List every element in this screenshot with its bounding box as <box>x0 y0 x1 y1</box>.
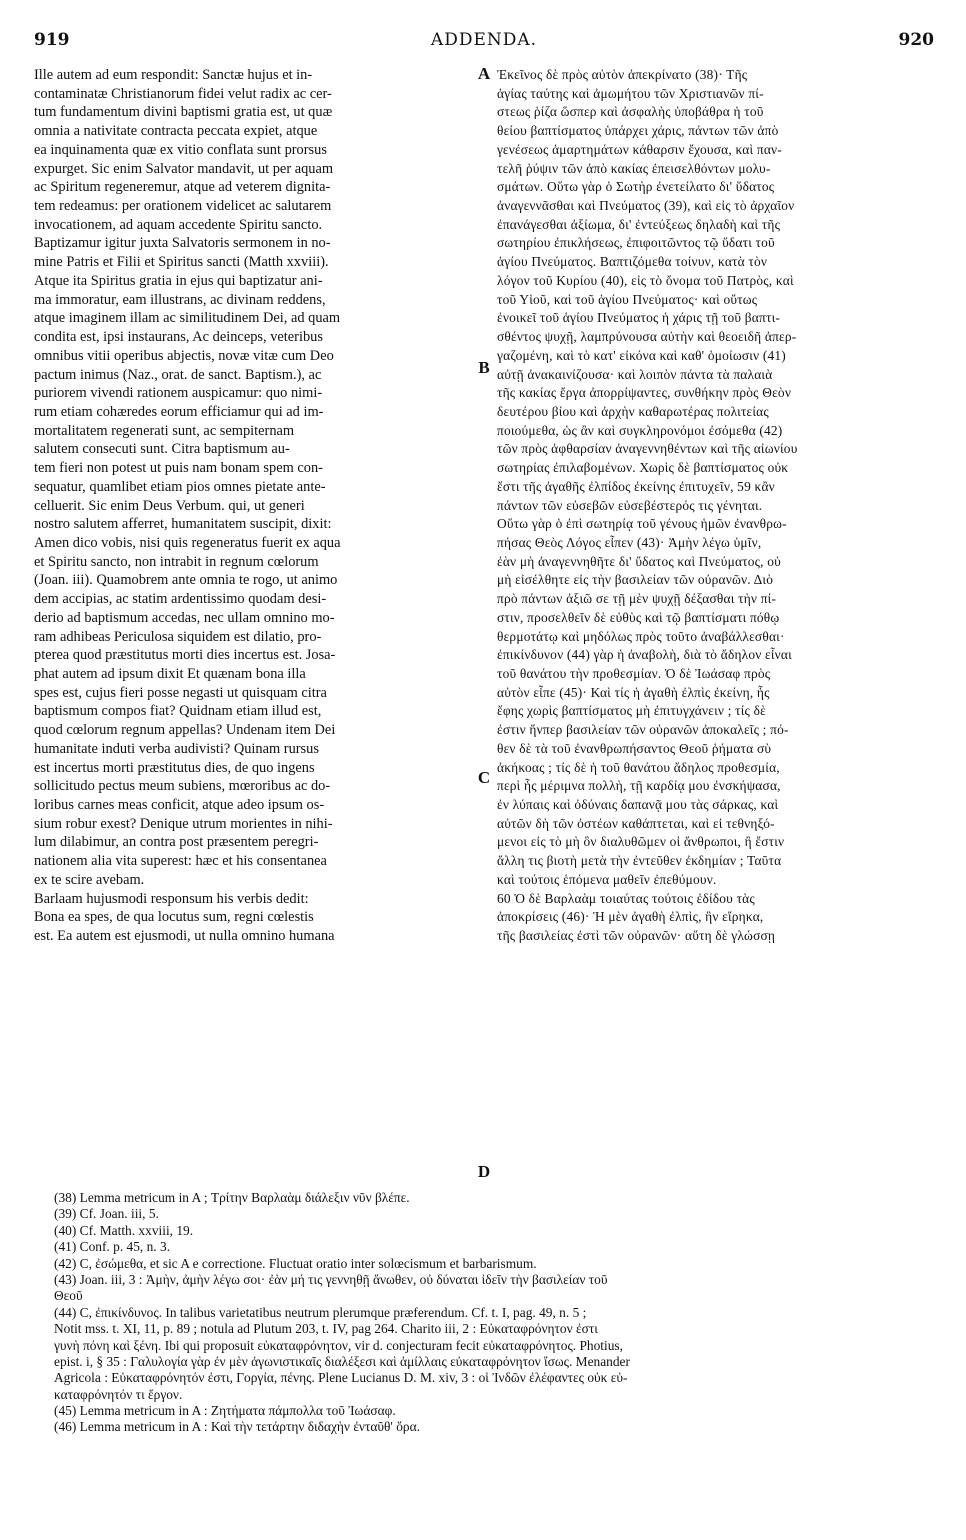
latin-text-line: (Joan. iii). Quamobrem ante omnia te rogo, ut animo <box>34 572 338 589</box>
greek-column <box>497 66 933 1190</box>
greek-text-line: Ἐκεῖνος δὲ πρὸς αὐτὸν ἀπεκρίνατο (38)· Τῆς <box>497 67 748 82</box>
greek-text-line: ἔστι τῆς ἀγαθῆς ἐλπίδος ἐκείνης ἐπιτυχεῖν, 59 κἂν <box>497 478 775 494</box>
greek-text-line: ἀκήκοας ; τίς δὲ ἡ τοῦ θανάτου ἄδηλος προθεσμία, <box>497 759 780 775</box>
greek-text-line: σωτηρίου ἐπικλήσεως, ἐπιφοιτῶντος τῷ ὕδατι τοῦ <box>497 235 775 251</box>
footnote-line: καταφρόνητόν τι ἔργον. <box>54 1386 183 1402</box>
latin-text-line: ac Spiritum regeneremur, atque ad veterem dignita- <box>34 179 331 196</box>
greek-text-line: ἔφης χωρὶς βαπτίσματος μὴ ἐπιτυγχάνειν ; τίς δὲ <box>497 703 766 719</box>
greek-text-line: σθέντος ψυχῇ, λαμπρύνουσα αὐτὴν καὶ θεοειδῆ ἀπερ- <box>497 329 797 345</box>
section-marker-d: D <box>477 1162 491 1181</box>
greek-text-line: δευτέρου βίου καὶ ἀρχὴν καθαρωτέρας πολιτείας <box>497 403 769 419</box>
greek-text-line: θείου βαπτίσματος ὑπάρχει χάρις, πάντων τῶν ἀπὸ <box>497 123 779 139</box>
latin-text-line: spes est, cujus fieri posse negasti ut quisquam citra <box>34 684 327 701</box>
latin-text-line: tem redeamus: per orationem videlicet ac salutarem <box>34 198 332 215</box>
latin-text-line: celluerit. Sic enim Deus Verbum. qui, ut generi <box>34 497 305 514</box>
latin-text-line: ma immoratur, eam illustrans, ac divinam reddens, <box>34 291 326 308</box>
greek-text-line: καὶ τούτοις ἑπόμενα μαθεῖν ἐπεθύμουν. <box>497 871 717 887</box>
footnote-line: Θεοῦ <box>54 1288 83 1304</box>
latin-text-line: omnia a nativitate contracta peccata expiet, atque <box>34 123 318 140</box>
footnote-line: (41) Conf. p. 45, n. 3. <box>54 1239 171 1255</box>
greek-text-line: ποιούμεθα, ὡς ἂν καὶ συγκληρονόμοι ἐσόμεθα (42) <box>497 422 783 438</box>
latin-text-line: Ille autem ad eum respondit: Sanctæ hujus et in- <box>34 67 313 83</box>
greek-text-line: αὐτὸν εἶπε (45)· Καὶ τίς ἡ ἀγαθὴ ἐλπὶς ἐκείνη, ἧς <box>497 684 770 700</box>
greek-text-line: ἁγίου Πνεύματος. Βαπτιζόμεθα τοίνυν, κατὰ τὸν <box>497 254 768 270</box>
latin-text-line: omnibus vitii operibus abjectis, novæ vitæ cum Deo <box>34 347 334 364</box>
greek-text-line: Οὕτω γὰρ ὁ ἐπὶ σωτηρίᾳ τοῦ γένους ἡμῶν ἐνανθρω- <box>497 516 787 532</box>
latin-text-line: condita est, ipsi instaurans, Ac deinceps, veteribus <box>34 329 323 346</box>
latin-text-line: loribus carnes meas conficit, atque adeo ipsum os- <box>34 797 325 814</box>
latin-text-line: Bona ea spes, de qua locutus sum, regni cœlestis <box>34 909 314 926</box>
latin-text-line: tum fundamentum divini baptismi gratia est, ut quæ <box>34 104 333 121</box>
latin-text-line: sollicitudo pectus meum subiens, mœroribus ac do- <box>34 778 331 795</box>
latin-text-line: est. Ea autem est ejusmodi, ut nulla omnino humana <box>34 928 335 945</box>
footnote-line: (46) Lemma metricum in A : Καὶ τὴν τετάρτην διδαχὴν ἐνταῦθ' ὅρα. <box>54 1419 420 1435</box>
running-title: ADDENDA. <box>430 30 538 50</box>
section-marker-c: C <box>477 768 491 787</box>
footnote-line: (38) Lemma metricum in A ; Τρίτην Βαρλαὰμ διάλεξιν νῦν βλέπε. <box>54 1190 410 1205</box>
latin-text-line: atque imaginem illam ac similitudinem Dei, ad quam <box>34 310 341 327</box>
latin-text-line: Baptizamur igitur juxta Salvatoris sermonem in no- <box>34 235 331 252</box>
latin-text-line: tem fieri non potest ut puis nam bonam spem con- <box>34 460 323 477</box>
footnote-line: (45) Lemma metricum in A : Ζητήματα πάμπολλα τοῦ Ἰωάσαφ. <box>54 1403 396 1419</box>
latin-text-line: lum dilabimur, an contra post præsentem peregri- <box>34 834 319 851</box>
greek-text-line: τῶν πρὸς ἀφθαρσίαν ἀναγεννηθέντων καὶ τῆς αἰωνίου <box>497 441 798 457</box>
greek-text-line: σμάτων. Οὕτω γὰρ ὁ Σωτὴρ ἐνετείλατο δι' ὕδατος <box>497 179 775 195</box>
greek-text-line: γενέσεως ἁμαρτημάτων κάθαρσιν ἔχουσα, καὶ παν- <box>497 141 782 157</box>
greek-text-line: θεν δὲ τὰ τοῦ ἐνανθρωπήσαντος Θεοῦ ῥήματα σὺ <box>497 740 772 756</box>
latin-text-line: humanitate induti verba audivisti? Quinam rursus <box>34 740 319 757</box>
greek-text-line: αὐτῇ ἀνακαινίζουσα· καὶ λοιπὸν πάντα τὰ παλαιὰ <box>497 366 773 382</box>
latin-text-line: nationem alia vita superest: hæc et his consentanea <box>34 853 327 870</box>
latin-text-line: sium robur exest? Denique utrum morientes in nihi- <box>34 815 333 832</box>
latin-text-line: ea inquinamenta quæ ex vitio conflata sunt prorsus <box>34 141 327 158</box>
greek-text-line: 60 Ὁ δὲ Βαρλαὰμ τοιαύτας τούτοις ἐδίδου τὰς <box>497 890 755 906</box>
latin-text-line: quod cœlorum regnum appellas? Undenam item Dei <box>34 722 336 739</box>
greek-text-line: πρὸ πάντων ἀξιῶ σε τῇ μὲν ψυχῇ δέξασθαι τὴν πί- <box>497 591 777 607</box>
footnote-line: epist. i, § 35 : Γαλυλογία γὰρ ἐν μὲν ἀγωνιστικαῖς διαλέξεσι καὶ ἁμίλλαις εὐκαταφρόνητον ἴσως. Menander <box>54 1353 630 1369</box>
latin-text-line: sequatur, quamlibet etiam pios omnes pietate ante- <box>34 478 326 495</box>
latin-text-line: Amen dico vobis, nisi quis regeneratus fuerit ex aqua <box>34 534 341 551</box>
greek-text-line: ἐν λύπαις καὶ ὀδύναις δαπανᾷ μου τὰς σάρκας, καὶ <box>497 797 779 813</box>
greek-text-line: ἁγίας ταύτης καὶ ἀμωμήτου τῶν Χριστιανῶν πί- <box>497 85 764 101</box>
latin-text-line: contaminatæ Christianorum fidei velut radix ac cer- <box>34 85 332 102</box>
greek-text-line: ἀναγεννᾶσθαι καὶ Πνεύματος (39), καὶ εἰς τὸ ἀρχαῖον <box>497 198 795 214</box>
footnote-line: (43) Joan. iii, 3 : Ἀμὴν, ἀμὴν λέγω σοι· ἐὰν μή τις γεννηθῇ ἄνωθεν, οὐ δύναται ἰδεῖν τὴν βασιλείαν τοῦ <box>54 1271 608 1287</box>
latin-column <box>34 66 472 1190</box>
greek-text-line: σωτηρίας ἐπιλαβομένων. Χωρὶς δὲ βαπτίσματος οὐκ <box>497 460 789 476</box>
footnote-line: Agricola : Εὐκαταφρόνητόν ἐστι, Γοργία, πένης. Plene Lucianus D. M. xiv, 3 : οἱ Ἰνδῶν ἐλέφαντες οὐκ εὐ- <box>54 1370 628 1386</box>
greek-text-line: μὴ εἰσέλθητε εἰς τὴν βασιλείαν τῶν οὐρανῶν. Διὸ <box>497 572 774 588</box>
latin-text-line: Atque ita Spiritus gratia in ejus qui baptizatur ani- <box>34 272 323 289</box>
latin-text-line: phat autem ad ipsum dixit Et quænam bona illa <box>34 666 306 682</box>
greek-text-line: ἐπανάγεσθαι ἀξίωμα, δι' ἐντεύξεως δηλαδὴ καὶ τῆς <box>497 216 781 232</box>
greek-text-line: ἐὰν μὴ ἀναγεννηθῆτε δι' ὕδατος καὶ Πνεύματος, οὐ <box>497 553 781 569</box>
greek-text-line: ἀποκρίσεις (46)· Ἡ μὲν ἀγαθὴ ἐλπὶς, ἣν εἴρηκα, <box>497 909 764 925</box>
latin-text-line: rum etiam cohæredes eorum efficiamur qui ad im- <box>34 403 324 420</box>
greek-text-line: πάντων τῶν εὐσεβῶν εὐσεβέστερός τις γένηται. <box>497 497 763 513</box>
latin-text-line: et Spiritu sancto, non intrabit in regnum cœlorum <box>34 553 319 570</box>
greek-text-line: ἐστιν ἥνπερ βασιλείαν τῶν οὐρανῶν ἀποκαλεῖς ; πό- <box>497 722 789 738</box>
footnote-line: (42) C, ἐσώμεθα, et sic A e correctione. Fluctuat oratio inter solœcismum et barbarismum. <box>54 1255 537 1271</box>
greek-text-line: τοῦ θανάτου τὴν προθεσμίαν. Ὁ δὲ Ἰωάσαφ πρὸς <box>497 666 771 681</box>
page-number-right: 920 <box>898 30 934 50</box>
greek-text-line: γαζομένη, καὶ τὸ κατ' εἰκόνα καὶ καθ' ὁμοίωσιν (41) <box>497 347 786 363</box>
page-number-left: 919 <box>34 30 70 50</box>
greek-text-line: αὐτῶν δὴ τῶν ὀστέων καθάπτεται, καὶ εἰ τεθνηξό- <box>497 815 775 831</box>
greek-text-line: λόγον τοῦ Κυρίου (40), εἰς τὸ ὄνομα τοῦ Πατρὸς, καὶ <box>497 272 794 288</box>
latin-text-line: baptismum compos fiat? Quidnam etiam illud est, <box>34 703 322 720</box>
section-marker-a: A <box>477 64 491 83</box>
latin-text-line: pterea quod præstitutus morti dies incertus est. Josa- <box>34 647 336 664</box>
footnote-line: (39) Cf. Joan. iii, 5. <box>54 1206 159 1222</box>
greek-text-line: τοῦ Υἱοῦ, καὶ τοῦ ἁγίου Πνεύματος· καὶ οὕτως <box>497 291 758 307</box>
greek-text-line: περὶ ἧς μέριμνα πολλὴ, τῇ καρδίᾳ μου ἐνσκήψασα, <box>497 778 781 794</box>
greek-text-line: μενοι εἰς τὸ μὴ ὂν διαλυθῶμεν οἱ ἄνθρωποι, ἢ ἔστιν <box>497 834 785 850</box>
latin-text-line: ex te scire avebam. <box>34 871 145 888</box>
greek-text-line: ἐπικίνδυνον (44) γὰρ ἡ ἀναβολὴ, διὰ τὸ ἄδηλον εἶναι <box>497 647 792 663</box>
greek-text-line: τῆς βασιλείας ἐστὶ τῶν οὐρανῶν· αὕτη δὲ γλώσσῃ <box>497 928 776 944</box>
greek-text-line: τῆς κακίας ἔργα ἀπορρίψαντες, συνθήκην πρὸς Θεὸν <box>497 385 792 401</box>
greek-text-line: ἐνοικεῖ τοῦ ἁγίου Πνεύματος ἡ χάρις τῇ τοῦ βαπτι- <box>497 310 781 326</box>
latin-text-line: salutem consecuti sunt. Citra baptismum au- <box>34 441 290 458</box>
latin-text-line: est incertus morti præstitutus dies, de quo ingens <box>34 759 315 776</box>
greek-text-line: στιν, προσελθεῖν δὲ εὐθὺς καὶ τῷ βαπτίσματι πόθῳ <box>497 609 780 625</box>
greek-text-line: θερμοτάτῳ καὶ μηδόλως πρὸς τοῦτο ἀναβάλλεσθαι· <box>497 628 785 644</box>
latin-text-line: derio ad baptismum accedas, nec ullam omnino mo- <box>34 609 335 626</box>
footnote-line: (44) C, ἐπικίνδυνος. In talibus varietatibus neutrum plerumque præferendum. Cf. t. I, pag. 49, n. 5 ; <box>54 1304 587 1320</box>
footnotes <box>54 1190 934 1436</box>
footnote-line: γυνὴ πόνη καὶ ξένη. Ibi qui proposuit εὐκαταφρόνητον, vir d. conjecturam fecit εὐκαταφρόνητος. Photius, <box>54 1337 623 1353</box>
latin-text-line: mine Patris et Filii et Spiritus sancti (Matth xxviii). <box>34 254 329 271</box>
section-marker-b: B <box>478 358 490 377</box>
latin-text-line: Barlaam hujusmodi responsum his verbis dedit: <box>34 890 309 907</box>
latin-text-line: pactum inimus (Naz., orat. de sanct. Baptism.), ac <box>34 366 322 383</box>
latin-text-line: expurget. Sic enim Salvator mandavit, ut per aquam <box>34 160 334 177</box>
greek-text-line: στεως ῥίζα ὥσπερ καὶ ἀσφαλὴς ὑποβάθρα ἡ τοῦ <box>497 104 764 120</box>
latin-text-line: mortalitatem regenerati sunt, ac sempiternam <box>34 422 295 439</box>
greek-text-line: ἄλλη τις βιοτὴ μετὰ τὴν ἐντεῦθεν ἐκδημίαν ; Ταῦτα <box>497 853 782 869</box>
footnote-line: (40) Cf. Matth. xxviii, 19. <box>54 1222 194 1238</box>
greek-text-line: πήσας Θεὸς Λόγος εἶπεν (43)· Ἀμὴν λέγω ὑμῖν, <box>497 534 762 550</box>
page-header <box>34 30 934 58</box>
greek-text-line: τελῆ ῥύψιν τῶν ἀπὸ κακίας ἐπεισελθόντων μολυ- <box>497 160 771 176</box>
footnote-line: Notit mss. t. XI, 11, p. 89 ; notula ad Plutum 203, t. IV, pag 264. Charito iii, 2 : Εὐκαταφρόνητον ἐστι <box>54 1321 598 1337</box>
latin-text-line: puriorem vivendi rationem auspicamur: quo nimi- <box>34 385 323 402</box>
latin-text-line: ram adhibeas Periculosa siquidem est dilatio, pro- <box>34 628 322 645</box>
latin-text-line: invocationem, ad aquam accedente Spiritu sancto. <box>34 216 323 233</box>
latin-text-line: nostro salutem afferret, humanitatem suscipit, dixit: <box>34 516 332 533</box>
latin-text-line: dem accipias, ac statim ardentissimo quodam desi- <box>34 591 327 608</box>
